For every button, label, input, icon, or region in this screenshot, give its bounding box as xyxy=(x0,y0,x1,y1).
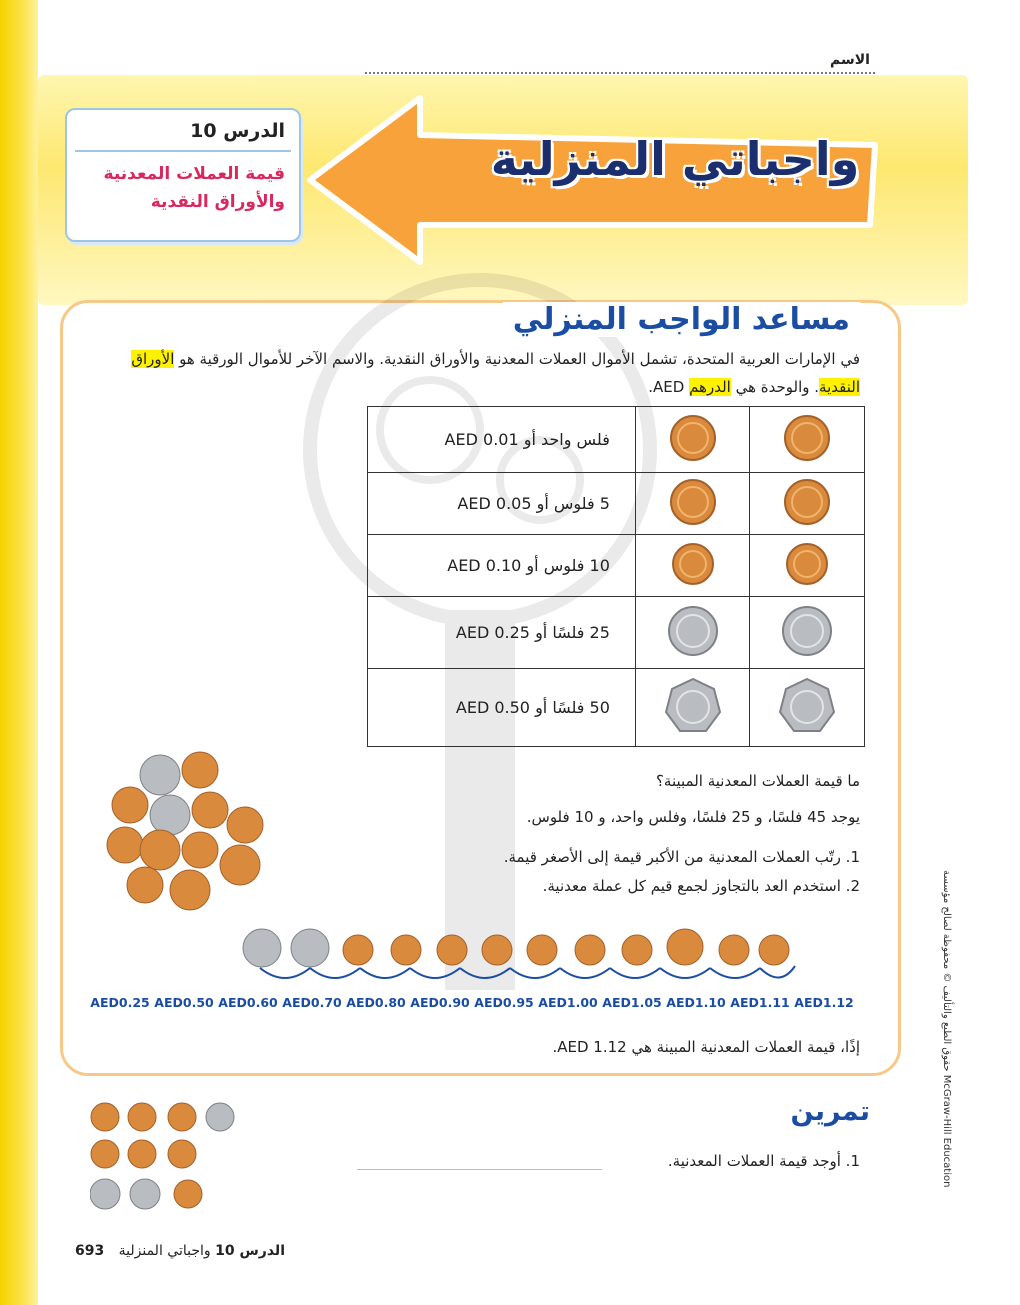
coin-value-table xyxy=(367,406,865,747)
question-given: يوجد 45 فلسًا، و 25 فلسًا، وفلس واحد، و 10 فلوس. xyxy=(526,808,860,826)
coin-label: 10 فلوس أو AED 0.10 xyxy=(368,535,636,597)
homework-title: واجباتي المنزلية xyxy=(490,132,860,186)
conclusion-text: إذًا، قيمة العملات المعدنية المبينة هي AED 1.12. xyxy=(552,1038,860,1056)
coin-heads-cell xyxy=(750,597,865,669)
coin-label: 25 فلسًا أو AED 0.25 xyxy=(368,597,636,669)
footer-lesson: الدرس 10 xyxy=(215,1243,285,1259)
lesson-number: الدرس 10 xyxy=(190,120,285,142)
coin-tails-cell xyxy=(635,473,750,535)
copyright-text: حقوق الطبع والتأليف © محفوظة لصالح مؤسسة McGraw-Hill Education xyxy=(941,870,952,1188)
question-prompt: ما قيمة العملات المعدنية المبينة؟ xyxy=(655,772,860,790)
practice-coins-image xyxy=(90,1100,250,1220)
lesson-divider xyxy=(75,150,291,152)
bronze-coin-icon xyxy=(783,414,831,462)
silver-heptagon-coin-icon xyxy=(778,677,836,735)
coin-heads-cell xyxy=(750,473,865,535)
step-1: 1. رتّب العملات المعدنية من الأكبر قيمة إلى الأصغر قيمة. xyxy=(503,848,860,866)
highlight-banknotes: الأوراق النقدية xyxy=(131,350,860,396)
step-2: 2. استخدم العد بالتجاوز لجمع قيم كل عملة معدنية. xyxy=(542,877,860,895)
silver-heptagon-coin-icon xyxy=(664,677,722,735)
bronze-coin-icon xyxy=(669,478,717,526)
coin-label: فلس واحد أو AED 0.01 xyxy=(368,407,636,473)
footer-section: واجباتي المنزلية xyxy=(118,1243,211,1259)
left-yellow-strip xyxy=(0,0,38,1305)
page-number: 693 xyxy=(75,1243,105,1259)
coin-heads-cell xyxy=(750,669,865,747)
coin-pile-image xyxy=(100,745,290,920)
coin-heads-cell xyxy=(750,535,865,597)
count-value: AED0.90 xyxy=(410,995,470,1010)
page-footer xyxy=(75,1243,285,1259)
count-value: AED0.70 xyxy=(282,995,342,1010)
highlight-dirham: الدرهم xyxy=(689,378,731,396)
count-value: AED1.00 xyxy=(538,995,598,1010)
coin-tails-cell xyxy=(635,407,750,473)
helper-title: مساعد الواجب المنزلي xyxy=(503,302,860,337)
table-row xyxy=(368,473,865,535)
count-value: AED1.05 xyxy=(602,995,662,1010)
silver-coin-icon xyxy=(667,605,719,657)
lesson-card xyxy=(65,108,301,242)
count-value: AED0.60 xyxy=(218,995,278,1010)
answer-input-line[interactable] xyxy=(357,1169,602,1170)
intro-paragraph xyxy=(90,345,860,401)
bronze-coin-icon xyxy=(669,540,717,588)
count-value-list xyxy=(88,995,858,1010)
bronze-coin-icon xyxy=(783,478,831,526)
silver-coin-icon xyxy=(781,605,833,657)
practice-title: تمرين xyxy=(790,1096,870,1127)
count-value: AED1.10 xyxy=(666,995,726,1010)
table-row xyxy=(368,669,865,747)
count-value: AED1.11 xyxy=(730,995,790,1010)
name-input-line[interactable] xyxy=(365,72,875,74)
practice-question-1: 1. أوجد قيمة العملات المعدنية. xyxy=(667,1152,860,1170)
count-value: AED0.95 xyxy=(474,995,534,1010)
copyright-credit xyxy=(938,870,952,1188)
lesson-title-line1: قيمة العملات المعدنية xyxy=(103,164,285,184)
name-label: الاسم xyxy=(830,52,870,68)
intro-text-1: في الإمارات العربية المتحدة، تشمل الأموال العملات المعدنية والأوراق النقدية. والاسم الآخر للأموال الورقية هو xyxy=(174,350,860,368)
coin-tails-cell xyxy=(635,669,750,747)
intro-text-3: AED. xyxy=(648,378,690,396)
coin-label: 50 فلسًا أو AED 0.50 xyxy=(368,669,636,747)
coin-label: 5 فلوس أو AED 0.05 xyxy=(368,473,636,535)
bronze-coin-icon xyxy=(669,414,717,462)
table-row xyxy=(368,535,865,597)
skip-count-arrows xyxy=(250,960,800,990)
count-value: AED0.50 xyxy=(154,995,214,1010)
intro-text-2: . والوحدة هي xyxy=(730,378,820,396)
count-value: AED0.25 xyxy=(90,995,150,1010)
count-value: AED1.12 xyxy=(794,995,854,1010)
table-row xyxy=(368,597,865,669)
coin-tails-cell xyxy=(635,597,750,669)
bronze-coin-icon xyxy=(783,540,831,588)
coin-tails-cell xyxy=(635,535,750,597)
count-value: AED0.80 xyxy=(346,995,406,1010)
table-row xyxy=(368,407,865,473)
lesson-title-line2: والأوراق النقدية xyxy=(150,192,285,212)
coin-heads-cell xyxy=(750,407,865,473)
